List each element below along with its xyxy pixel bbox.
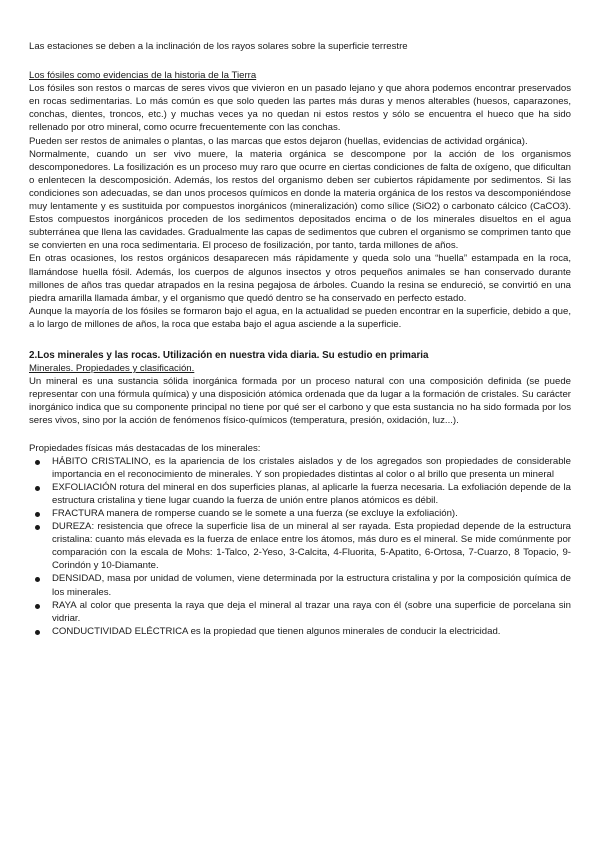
property-text: EXFOLIACIÓN rotura del mineral en dos superficies planas, al aplicarle la fuerza necesaria. La exfoliación depende de la estructura cristalina y tiene lugar cuando la fuerza de unión entre planos atómicos es débil. (52, 481, 571, 506)
bullet-icon (35, 630, 40, 635)
property-text: HÁBITO CRISTALINO, es la apariencia de los cristales aislados y de los agregados son propiedades de considerable importancia en el reconocimiento de minerales. Y son propiedades distintas al color o al brillo que presenta un mineral (52, 455, 571, 480)
list-item (29, 599, 571, 625)
document-page (29, 40, 571, 638)
fossils-heading: Los fósiles como evidencias de la historia de la Tierra (29, 70, 257, 82)
fossils-paragraph-1: Los fósiles son restos o marcas de seres vivos que vivieron en un pasado lejano y que ahora podemos encontrar preservados en rocas sedimentarias. Lo más común es que solo queden las partes más duras y menos alterables (huesos, caparazones, conchas, dientes, troncos, etc.) y muchas veces ya no quedan ni estos restos y sólo se encuentra el hueco que ha sido rellenado por otro mineral, como ocurre frecuentemente con las conchas. (29, 83, 571, 134)
property-text: DENSIDAD, masa por unidad de volumen, viene determinada por la estructura cristalina y por la composición química de los minerales. (52, 573, 571, 598)
property-text: CONDUCTIVIDAD ELÉCTRICA es la propiedad que tienen algunos minerales de conducir la electricidad. (52, 625, 501, 637)
fossils-paragraph-4: En otras ocasiones, los restos orgánicos desaparecen más rápidamente y queda solo una “huella” estampada en la roca, llamándose huella fósil. Además, los cuerpos de algunos insectos y otros pequeños animales se han conservado durante millones de años tras quedar atrapados en la resina pegajosa de árboles. Cuando la resina se endureció, se convirtió en una piedra amarilla llamada ámbar, y el organismo que quedó dentro se ha conservado en perfecto estado. (29, 253, 571, 304)
fossils-paragraph-3: Normalmente, cuando un ser vivo muere, la materia orgánica se descompone por la acción de los organismos descomponedores. La fosilización es un proceso muy raro que ocurre en ciertas condiciones de falta de oxígeno, que dificultan o enlentecen la descomposición. Además, los restos del organismo deben ser cubiertos rápidamente por sedimentos. Si las condiciones son adecuadas, se dan unos procesos químicos en donde la materia orgánica de los restos va descomponiéndose muy lentamente y es sustituida por compuestos inorgánicos (mineralización) como sílice (SiO2) o carbonato cálcico (CaCO3). Estos compuestos inorgánicos proceden de los sedimentos depositados encima o de los minerales disueltos en el agua subterránea que llena las cavidades. Gradualmente las capas de sedimentos que cubren el organismo se comprimen tanto que se convierten en una roca sedimentaria. El proceso de fosilización, por tanto, tarda millones de años. (29, 148, 571, 252)
property-text: RAYA al color que presenta la raya que deja el mineral al trazar una raya con él (sobre una superficie de porcelana sin vidriar. (52, 599, 571, 624)
seasons-sentence: Las estaciones se deben a la inclinación de los rayos solares sobre la superficie terrestre (29, 41, 408, 52)
bullet-icon (35, 512, 40, 517)
bullet-icon (35, 460, 40, 465)
property-text: FRACTURA manera de romperse cuando se le somete a una fuerza (se excluye la exfoliación). (52, 508, 458, 519)
list-item (29, 572, 571, 598)
list-item (29, 520, 571, 572)
fossils-paragraph-5: Aunque la mayoría de los fósiles se formaron bajo el agua, en la actualidad se pueden encontrar en la superficie, debido a que, a lo largo de millones de años, la roca que estaba bajo el agua asciende a la superficie. (29, 305, 571, 330)
list-item (29, 625, 571, 638)
properties-intro: Propiedades físicas más destacadas de los minerales: (29, 442, 261, 454)
minerals-section-heading: 2.Los minerales y las rocas. Utilización en nuestra vida diaria. Su estudio en primaria (29, 349, 429, 361)
bullet-icon (35, 577, 40, 582)
bullet-icon (35, 486, 40, 491)
list-item (29, 507, 571, 520)
bullet-icon (35, 525, 40, 530)
properties-list (29, 455, 571, 638)
list-item (29, 455, 571, 481)
list-item (29, 481, 571, 507)
minerals-subheading: Minerales. Propiedades y clasificación. (29, 363, 195, 375)
mineral-definition: Un mineral es una sustancia sólida inorgánica formada por un proceso natural con una composición definida (se puede representar con una fórmula química) y una disposición atómica ordenada que da lugar a la formación de cristales. Su carácter inorgánico indica que su componente principal no tiene por qué ser el carbono y que esta sustancia no ha sido formada por los seres vivos, sino por la acción de fenómenos físico-químicos (temperatura, presión, oxidación, luz...). (29, 376, 571, 427)
bullet-icon (35, 604, 40, 609)
property-text: DUREZA: resistencia que ofrece la superficie lisa de un mineral al ser rayada. Esta propiedad depende de la estructura cristalina: cuanto más elevada es la fuerza de enlace entre los átomos, más duro es el mineral. Se mide comúnmente por comparación con la escala de Mohs: 1-Talco, 2-Yeso, 3-Calcita, 4-Fluorita, 5-Apatito, 6-Ortosa, 7-Cuarzo, 8 Topacio, 9-Corindón y 10-Diamante. (52, 521, 571, 572)
fossils-paragraph-2: Pueden ser restos de animales o plantas, o las marcas que estos dejaron (huellas, evidencias de actividad orgánica). (29, 135, 528, 147)
